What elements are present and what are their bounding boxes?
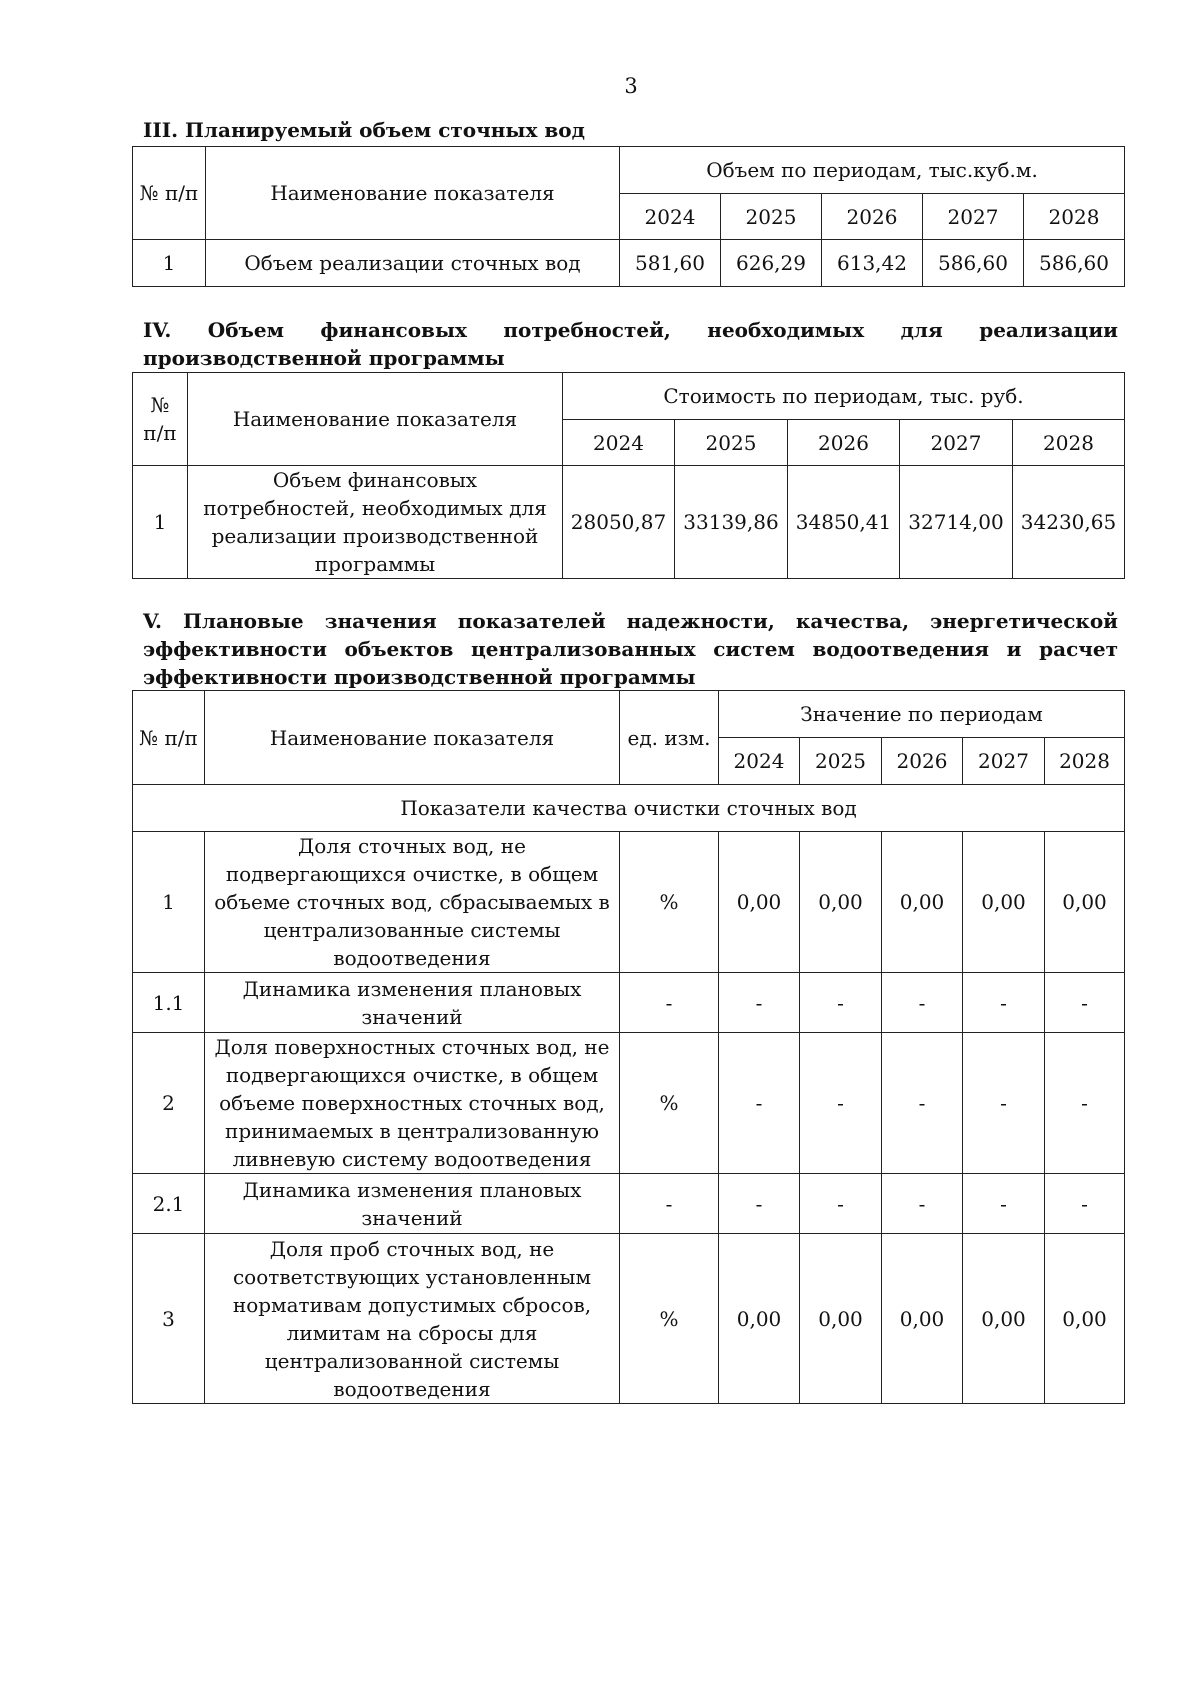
- row-unit: %: [620, 1234, 719, 1404]
- row-value: -: [719, 1174, 800, 1234]
- header-num: № п/п: [133, 373, 188, 466]
- row-num: 1.1: [133, 973, 205, 1033]
- row-unit: -: [620, 973, 719, 1033]
- row-value: 613,42: [822, 240, 923, 287]
- row-num: 1: [133, 832, 205, 973]
- row-unit: %: [620, 1033, 719, 1174]
- header-year: 2027: [963, 738, 1045, 785]
- header-year: 2025: [800, 738, 882, 785]
- row-value: -: [882, 973, 963, 1033]
- header-year: 2024: [719, 738, 800, 785]
- row-value: -: [882, 1174, 963, 1234]
- row-value: -: [719, 973, 800, 1033]
- header-year: 2024: [563, 420, 675, 466]
- row-value: -: [1045, 1033, 1125, 1174]
- header-name: Наименование показателя: [205, 691, 620, 785]
- row-num: 2.1: [133, 1174, 205, 1234]
- row-value: 28050,87: [563, 466, 675, 579]
- row-value: 34850,41: [788, 466, 900, 579]
- table-row: [133, 973, 1125, 1033]
- row-unit: %: [620, 832, 719, 973]
- row-value: -: [719, 1033, 800, 1174]
- row-num: 1: [133, 466, 188, 579]
- row-value: -: [1045, 973, 1125, 1033]
- row-value: 0,00: [882, 832, 963, 973]
- row-name: Доля поверхностных сточных вод, не подвергающихся очистке, в общем объеме поверхностных сточных вод, принимаемых в централизованную ливневую систему водоотведения: [205, 1033, 620, 1174]
- row-value: 0,00: [800, 1234, 882, 1404]
- row-value: 0,00: [882, 1234, 963, 1404]
- table-row: [133, 1174, 1125, 1234]
- header-row: [133, 373, 1125, 420]
- section-3-title: III. Планируемый объем сточных вод: [143, 118, 585, 142]
- header-num: № п/п: [133, 691, 205, 785]
- row-value: -: [800, 1174, 882, 1234]
- section-3-table: [132, 146, 1125, 287]
- row-unit: -: [620, 1174, 719, 1234]
- header-unit: ед. изм.: [620, 691, 719, 785]
- row-name: Доля сточных вод, не подвергающихся очистке, в общем объеме сточных вод, сбрасываемых в централизованные системы водоотведения: [205, 832, 620, 973]
- row-value: -: [882, 1033, 963, 1174]
- header-num: № п/п: [133, 147, 206, 240]
- row-value: -: [800, 1033, 882, 1174]
- header-year: 2026: [822, 194, 923, 240]
- section-4-table: [132, 372, 1125, 579]
- row-num: 2: [133, 1033, 205, 1174]
- row-value: 581,60: [620, 240, 721, 287]
- header-year: 2024: [620, 194, 721, 240]
- row-value: 0,00: [1045, 832, 1125, 973]
- header-name: Наименование показателя: [188, 373, 563, 466]
- row-name: Объем финансовых потребностей, необходимых для реализации производственной программы: [188, 466, 563, 579]
- row-value: -: [800, 973, 882, 1033]
- row-value: 0,00: [1045, 1234, 1125, 1404]
- header-group: Значение по периодам: [719, 691, 1125, 738]
- header-name: Наименование показателя: [206, 147, 620, 240]
- row-value: 586,60: [923, 240, 1024, 287]
- row-num: 1: [133, 240, 206, 287]
- row-value: 32714,00: [900, 466, 1013, 579]
- header-group: Объем по периодам, тыс.куб.м.: [620, 147, 1125, 194]
- row-value: 0,00: [963, 832, 1045, 973]
- row-value: -: [963, 973, 1045, 1033]
- table-row: [133, 466, 1125, 579]
- row-value: 626,29: [721, 240, 822, 287]
- header-year: 2027: [923, 194, 1024, 240]
- group-row: [133, 785, 1125, 832]
- row-name: Динамика изменения плановых значений: [205, 973, 620, 1033]
- table-row: [133, 832, 1125, 973]
- header-year: 2026: [788, 420, 900, 466]
- header-year: 2028: [1013, 420, 1125, 466]
- group-row-label: Показатели качества очистки сточных вод: [133, 785, 1125, 832]
- page-number: 3: [624, 74, 638, 98]
- table-row: [133, 240, 1125, 287]
- row-value: 0,00: [963, 1234, 1045, 1404]
- row-value: -: [963, 1174, 1045, 1234]
- header-year: 2028: [1045, 738, 1125, 785]
- header-year: 2025: [721, 194, 822, 240]
- header-row: [133, 147, 1125, 194]
- header-year: 2025: [675, 420, 788, 466]
- header-year: 2028: [1024, 194, 1125, 240]
- table-row: [133, 1033, 1125, 1174]
- header-group: Стоимость по периодам, тыс. руб.: [563, 373, 1125, 420]
- row-value: 586,60: [1024, 240, 1125, 287]
- row-value: 0,00: [800, 832, 882, 973]
- row-num: 3: [133, 1234, 205, 1404]
- section-5-title: V. Плановые значения показателей надежности, качества, энергетической эффективности объектов централизованных систем водоотведения и расчет эффективности производственной программы: [143, 609, 1118, 689]
- table-row: [133, 1234, 1125, 1404]
- row-value: -: [1045, 1174, 1125, 1234]
- row-name: Динамика изменения плановых значений: [205, 1174, 620, 1234]
- row-value: 0,00: [719, 1234, 800, 1404]
- header-row: [133, 691, 1125, 738]
- row-name: Доля проб сточных вод, не соответствующих установленным нормативам допустимых сбросов, лимитам на сбросы для централизованной системы водоотведения: [205, 1234, 620, 1404]
- section-4-title: IV. Объем финансовых потребностей, необходимых для реализации производственной программы: [143, 318, 1118, 370]
- section-5-table: [132, 690, 1125, 1404]
- header-year: 2026: [882, 738, 963, 785]
- row-value: 0,00: [719, 832, 800, 973]
- header-year: 2027: [900, 420, 1013, 466]
- row-value: 33139,86: [675, 466, 788, 579]
- row-value: -: [963, 1033, 1045, 1174]
- row-name: Объем реализации сточных вод: [206, 240, 620, 287]
- row-value: 34230,65: [1013, 466, 1125, 579]
